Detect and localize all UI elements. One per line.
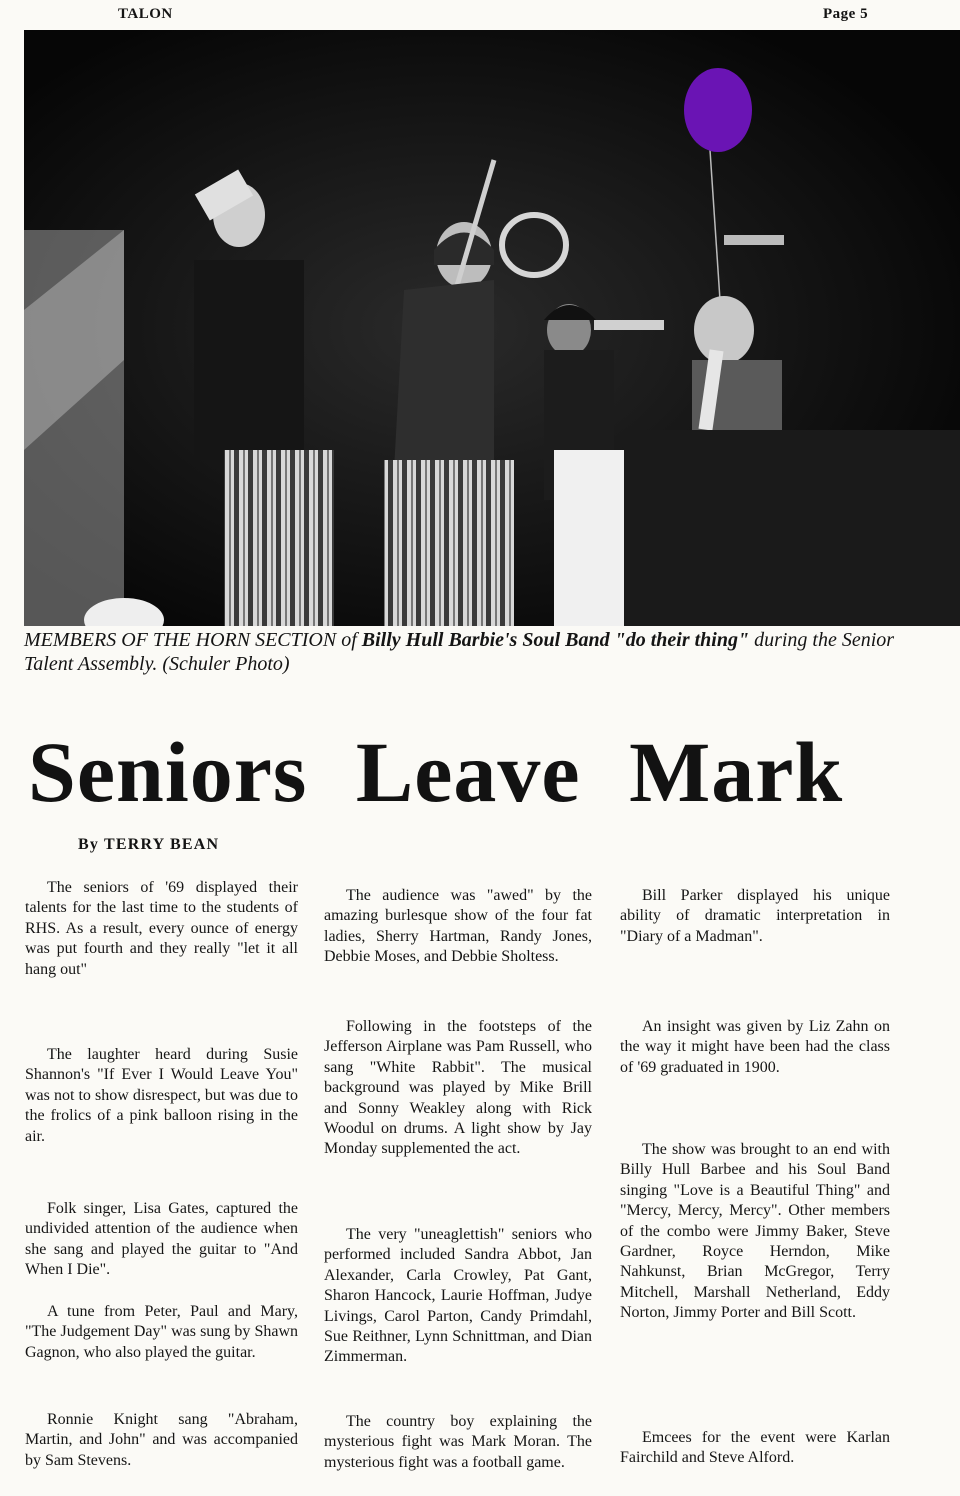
article-paragraph: Emcees for the event were Karlan Fairchild and Steve Alford. bbox=[620, 1429, 890, 1467]
article-paragraph: The seniors of '69 displayed their talents for the last time to the students of RHS. As a result, every ounce of energy was put fourth and they really "let it all hang out" bbox=[25, 879, 298, 978]
page-number: Page 5 bbox=[823, 6, 869, 22]
article-paragraph: The very "uneaglettish" seniors who performed included Sandra Abbot, Jan Alexander, Carla Crowley, Pat Gant, Sharon Hancock, Laurie Hoffman, Judye Livings, Carol Parton, Candy Primdahl, Sue Reithner, Lynn Schnittman, and Dian Zimmerman. bbox=[324, 1226, 592, 1366]
byline: By TERRY BEAN bbox=[78, 836, 220, 853]
caption-tail: during the Senior Talent Assembly. (Schuler Photo) bbox=[24, 629, 895, 675]
article-paragraph: A tune from Peter, Paul and Mary, "The Judgement Day" was sung by Shawn Gagnon, who also played the guitar. bbox=[25, 1303, 298, 1361]
article-paragraph: The laughter heard during Susie Shannon's "If Ever I Would Leave You" was not to show disrespect, but was due to the frolics of a pink balloon rising in the air. bbox=[25, 1046, 298, 1145]
caption-band-name: Billy Hull Barbie's Soul Band "do their thing" bbox=[361, 629, 750, 651]
band-photo-icon bbox=[24, 30, 960, 626]
article-paragraph: Following in the footsteps of the Jefferson Airplane was Pam Russell, who sang "White Rabbit". The musical background was played by Mike Brill and Sonny Weakley along with Rick Woodul on drums. A light show by Jay Monday supplemented the act. bbox=[324, 1018, 592, 1158]
band-photo bbox=[24, 30, 960, 626]
article-paragraph: An insight was given by Liz Zahn on the way it might have been had the class of '69 graduated in 1900. bbox=[620, 1018, 890, 1076]
article-paragraph: The audience was "awed" by the amazing burlesque show of the four fat ladies, Sherry Hartman, Randy Jones, Debbie Moses, and Debbie Sholtess. bbox=[324, 887, 592, 966]
caption-connector: of bbox=[336, 629, 362, 651]
article-paragraph: Folk singer, Lisa Gates, captured the undivided attention of the audience when she sang and played the guitar to "And When I Die". bbox=[25, 1200, 298, 1279]
photo-caption bbox=[24, 628, 924, 676]
article-paragraph: Bill Parker displayed his unique ability of dramatic interpretation in "Diary of a Madman". bbox=[620, 887, 890, 945]
publication-name: TALON bbox=[118, 6, 173, 22]
article-paragraph: The country boy explaining the mysterious fight was Mark Moran. The mysterious fight was a football game. bbox=[324, 1413, 592, 1471]
article-paragraph: Ronnie Knight sang "Abraham, Martin, and John" and was accompanied by Sam Stevens. bbox=[25, 1411, 298, 1469]
headline: Seniors Leave Mark bbox=[28, 724, 844, 820]
caption-lead: MEMBERS OF THE HORN SECTION bbox=[24, 629, 337, 651]
article-paragraph: The show was brought to an end with Billy Hull Barbee and his Soul Band singing "Love is a Beautiful Thing" and "Mercy, Mercy, Mercy". Other members of the combo were Jimmy Baker, Steve Gardner, Royce Herndon, Mike Nahkunst, Brian McGregor, Terry Mitchell, Marshall Netherland, Eddy Norton, Jimmy Porter and Bill Scott. bbox=[620, 1141, 890, 1322]
